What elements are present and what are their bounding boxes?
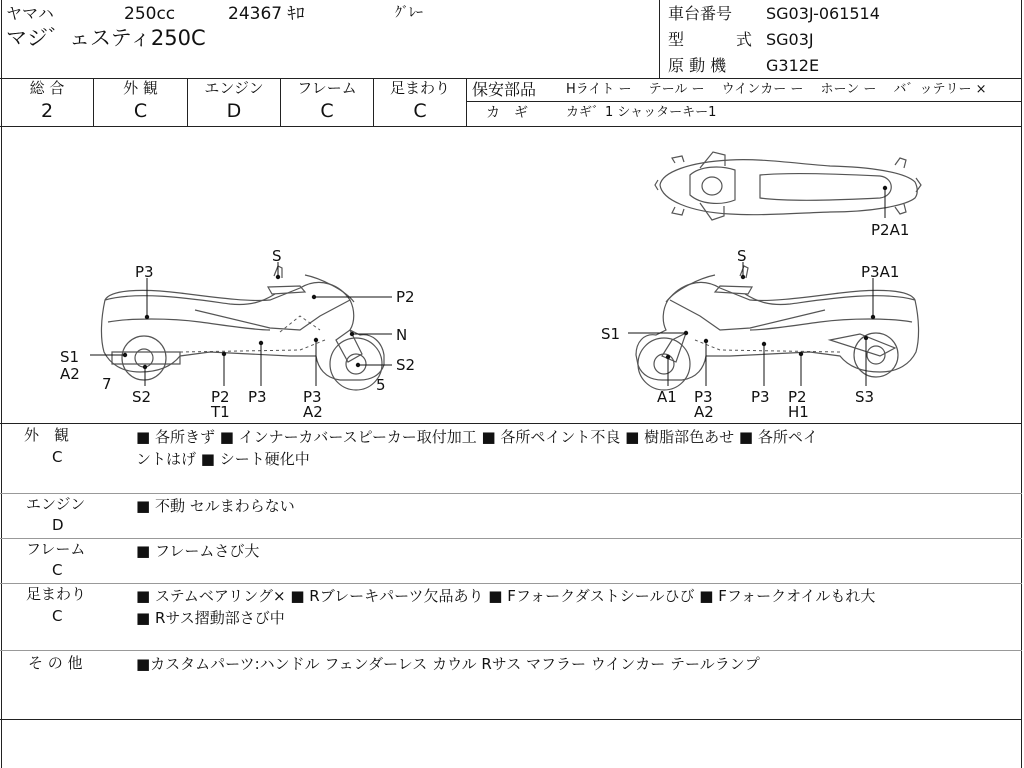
- left-label-s1: S1: [60, 348, 80, 366]
- note-label-engine: エンジン: [26, 495, 86, 513]
- grade-label-frame: フレーム: [297, 79, 357, 97]
- note-text-exterior-line1: ■ 各所きず ■ インナーカバースピーカー取付加工 ■ 各所ペイント不良 ■ 樹脂部色あせ ■ 各所ペイ: [136, 428, 818, 446]
- right-label-s1: S1: [601, 325, 621, 343]
- safety-key-divider: [466, 101, 1022, 102]
- note-divider-4: [0, 650, 1022, 651]
- left-label-n: N: [396, 326, 408, 344]
- right-label-p2: P2: [788, 388, 807, 406]
- right-label-p3a1: P3A1: [861, 263, 900, 281]
- left-label-s: S: [272, 247, 282, 265]
- left-label-7: 7: [102, 375, 112, 393]
- model-name: マジ゛ェスティ250C: [6, 26, 206, 50]
- safety-label: 保安部品: [472, 80, 537, 99]
- left-label-p2-bottom: P2: [211, 388, 230, 406]
- right-label-s: S: [737, 247, 747, 265]
- left-label-a2: A2: [60, 365, 80, 383]
- note-text-suspension-line1: ■ ステムベアリング× ■ Rブレーキパーツ欠品あり ■ Fフォークダストシールひび ■ Fフォークオイルもれ大: [136, 587, 876, 605]
- left-label-s2: S2: [132, 388, 152, 406]
- diagram-bottom-line: [0, 423, 1022, 424]
- note-text-exterior: [136, 426, 818, 470]
- right-label-s3: S3: [855, 388, 875, 406]
- chassis-label: 車台番号: [668, 4, 733, 23]
- right-label-p3: P3: [751, 388, 770, 406]
- grade-label-overall: 総 合: [29, 79, 65, 97]
- note-divider-2: [0, 538, 1022, 539]
- damage-diagram: [0, 127, 1022, 423]
- note-grade-suspension: C: [52, 607, 63, 625]
- grade-value-frame: C: [320, 100, 334, 122]
- notes-bottom-line: [0, 719, 1022, 720]
- note-grade-engine: D: [52, 516, 64, 534]
- right-label-a1: A1: [657, 388, 677, 406]
- grade-label-suspension: 足まわり: [389, 79, 450, 97]
- left-label-p2: P2: [396, 288, 415, 306]
- right-label-h1: H1: [788, 403, 809, 421]
- note-label-other: そ の 他: [28, 654, 83, 672]
- left-label-p3-top: P3: [135, 263, 154, 281]
- key-label: カ ギ: [486, 105, 528, 121]
- header-divider: [659, 0, 660, 78]
- note-text-engine: ■ 不動 セルまわらない: [136, 497, 295, 515]
- note-text-suspension-line2: ■ Rサス摺動部さび中: [136, 609, 285, 627]
- note-text-suspension: [136, 585, 875, 629]
- right-label-p3-bottom: P3: [694, 388, 713, 406]
- color: ｸﾞﾚｰ: [395, 5, 423, 21]
- right-label-a2-bottom: A2: [694, 403, 714, 421]
- maker: ヤマハ: [6, 4, 54, 23]
- type-value: SG03J: [766, 30, 814, 49]
- left-label-p3-bottom: P3: [303, 388, 322, 406]
- scooter-top-view: [655, 152, 921, 220]
- chassis-value: SG03J-061514: [766, 4, 880, 23]
- type-label-2: 式: [736, 30, 753, 49]
- note-text-exterior-line2: ントはげ ■ シート硬化中: [136, 450, 310, 468]
- key-value: カギ゛1 シャッターキー1: [566, 105, 717, 120]
- note-divider-1: [0, 493, 1022, 494]
- grade-value-overall: 2: [40, 100, 54, 122]
- left-label-p3-mid: P3: [248, 388, 267, 406]
- left-label-a2-bottom: A2: [303, 403, 323, 421]
- grade-label-engine: エンジン: [204, 79, 264, 97]
- displacement: 250cc: [124, 4, 176, 24]
- note-grade-exterior: C: [52, 448, 63, 466]
- note-divider-3: [0, 583, 1022, 584]
- left-label-t1: T1: [211, 403, 230, 421]
- grade-label-exterior: 外 観: [123, 79, 158, 97]
- right-view-markers: [628, 186, 887, 386]
- scooter-left-view: [101, 266, 384, 390]
- grade-value-suspension: C: [413, 100, 427, 122]
- engine-value: G312E: [766, 56, 820, 75]
- scooter-right-view: [636, 266, 919, 390]
- top-label-p2a1: P2A1: [871, 221, 910, 239]
- note-text-other: ■カスタムパーツ:ハンドル フェンダーレス カウル Rサス マフラー ウインカー テールランプ: [136, 655, 760, 673]
- grade-value-exterior: C: [133, 100, 148, 122]
- grade-divider-5: [466, 78, 467, 126]
- left-label-s2-right: S2: [396, 356, 416, 374]
- note-grade-frame: C: [52, 561, 63, 579]
- safety-items: Hライト ー テール ー ウインカー ー ホーン ー バ゛ッテリー ×: [566, 82, 987, 97]
- note-label-frame: フレーム: [26, 540, 86, 558]
- note-text-frame: ■ フレームさび大: [136, 542, 260, 560]
- grade-value-engine: D: [226, 100, 242, 122]
- left-label-5: 5: [376, 376, 386, 394]
- type-label-1: 型: [668, 30, 685, 49]
- note-label-exterior: 外 観: [24, 426, 70, 444]
- note-label-suspension: 足まわり: [26, 585, 87, 603]
- engine-label: 原 動 機: [668, 56, 727, 75]
- mileage: 24367 ｷﾛ: [228, 4, 305, 24]
